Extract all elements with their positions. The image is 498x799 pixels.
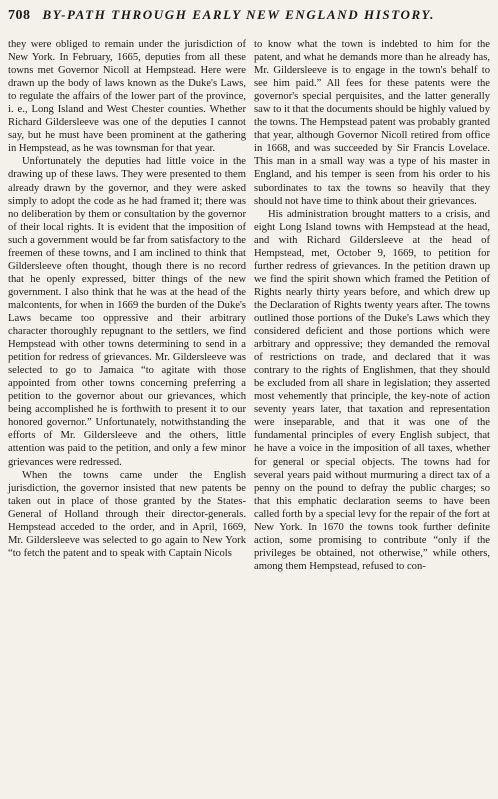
paragraph: When the towns came under the English jurisdiction, the governor insisted that new patents be taken out in place of those granted by the States-General of Holland through their director-generals. Hempstead acceded to the order, and in April, 1669, Mr. Gildersleeve was selected to go again to New York “to fetch the patent and to speak with Captain Nicols — [8, 469, 246, 559]
right-column — [254, 38, 490, 573]
running-title: BY-PATH THROUGH EARLY NEW ENGLAND HISTORY. — [42, 7, 435, 22]
page-number: 708 — [8, 8, 31, 23]
paragraph: to know what the town is indebted to him for the patent, and what he demands more than he already has, Mr. Gildersleeve is to engage in the town's behalf to see him paid.” All fees for these patents were the governor's special perquisites, and the latter generally saw to it that the documents should be highly valued by the towns. The Hempstead patent was probably granted that year, although Governor Nicoll retired from office in 1668, and was succeeded by Sir Francis Lovelace. This man in a small way was a type of his master in England, and his temper is seen from his order to his subordinates to tax the towns so heavily that they should not have time to think about their grievances. — [254, 39, 490, 207]
paragraph: they were obliged to remain under the jurisdiction of New York. In February, 1665, deputies from all these towns met Governor Nicoll at Hempstead. Here were drawn up the body of laws known as the Duke's Laws, to regulate the affairs of the lower part of the province, i. e., Long Island and West Chester counties. Whether Richard Gildersleeve was one of the deputies I cannot say, but he must have been prominent at the gathering in Hempstead, as he was townsman for that year. — [8, 39, 246, 155]
paragraph: His administration brought matters to a crisis, and eight Long Island towns with Hempstead at the head, and with Richard Gildersleeve at the head of Hempstead, met, October 9, 1669, to petition for further redress of grievances. In the petition drawn up we find the spirit shown which framed the Petition of Rights nearly thirty years before, and which drew up the Declaration of Rights twenty years after. The towns outlined those portions of the Duke's Laws which they considered deficient and those portions which were arbitrary and oppressive; they demanded the removal of restrictions on trade, and declared that it was contrary to the rights of Englishmen, that they should be excluded from all share in legislation; they asserted most vehemently that principle, the key-note of action seventy years later, that taxation and representation were inseparable, and that it was one of the fundamental principles of every English subject, that he have a voice in the imposition of all taxes, whether for general or special objects. The towns had for several years paid without murmuring a direct tax of a penny on the pound to defray the public charges; so that this emphatic declaration seems to have been called forth by a special levy for the repair of the fort at New York. In 1670 the towns took further definite action, some promising to contribute “only if the privileges be obtained, not otherwise,” while others, among them Hempstead, refused to con- — [254, 208, 490, 572]
page-header — [8, 7, 490, 25]
left-column — [8, 38, 246, 560]
paragraph: Unfortunately the deputies had little voice in the drawing up of these laws. They were presented to them already drawn by the governor, and they were asked simply to adopt the code as he had framed it; there was no deliberation by them or consultation by the governor of their local rights. It is evident that the imposition of such a government would be far from satisfactory to the freemen of these towns, and I am inclined to think that Gildersleeve often thought, though there is no record that he openly expressed, bitter things of the new government. I also think that he was at the head of the malcontents, for when in 1669 the burden of the Duke's Laws became too oppressive and their arbitrary character thoroughly repugnant to the settlers, we find Hempstead with other towns determining to send in a petition for redress of grievances. Mr. Gildersleeve was selected to go to Jamaica “to agitate with those appointed from other towns concerning preferring a petition to the governor about our grievances, which being accomplished he is forthwith to present it to our honored governor.” Unfortunately, notwithstanding the efforts of Mr. Gildersleeve and the others, little attention was paid to the petition, and only a few minor grievances were redressed. — [8, 156, 246, 468]
